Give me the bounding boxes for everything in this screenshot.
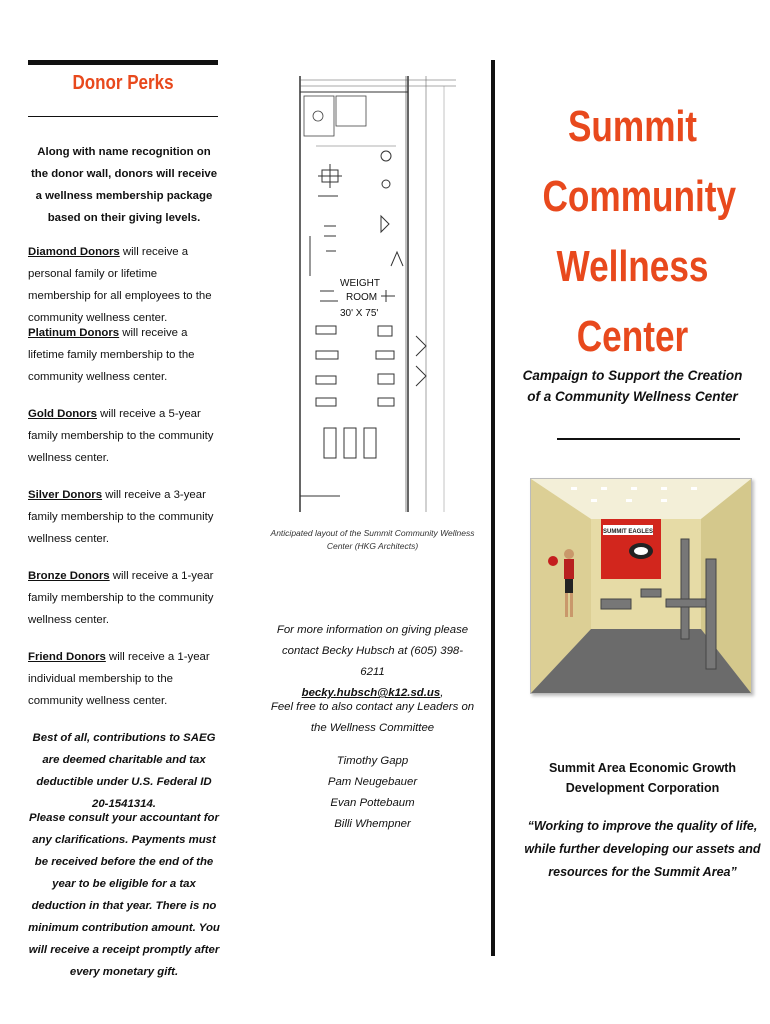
committee-member: Evan Pottebaum: [330, 797, 415, 809]
tier-platinum: [28, 322, 220, 388]
tier-name: Gold Donors: [28, 408, 97, 420]
campaign-subtitle: Campaign to Support the Creation of a Community Wellness Center: [522, 368, 743, 404]
committee-member: Pam Neugebauer: [327, 776, 418, 788]
email-punctuation: ,: [440, 687, 444, 699]
floor-plan-drawing: [296, 76, 456, 512]
tier-name: Friend Donors: [28, 651, 106, 663]
mission-quote: “Working to improve the quality of life, while further developing our assets and resources for the Summit Area”: [524, 819, 761, 879]
donor-perks-heading: Donor Perks: [72, 72, 174, 94]
organization-name: Summit Area Economic Growth Development Corporation: [548, 761, 737, 795]
tier-name: Diamond Donors: [28, 246, 120, 258]
tier-description: will receive a 3-year family membership to the community wellness center.: [28, 489, 214, 545]
committee-names: [270, 751, 475, 835]
title-line: Center: [576, 312, 689, 361]
tier-description: will receive a 5-year family membership to the community wellness center.: [28, 408, 214, 464]
contact-email-link[interactable]: becky.hubsch@k12.sd.us: [301, 687, 441, 699]
committee-member: Timothy Gapp: [336, 755, 409, 767]
tier-bronze: [28, 565, 220, 631]
heading-bar: [28, 60, 218, 65]
tier-name: Silver Donors: [28, 489, 103, 501]
title-line: Wellness: [556, 242, 709, 291]
plan-label-line: ROOM: [346, 292, 378, 303]
committee-intro: Feel free to also contact any Leaders on the Wellness Committee: [270, 701, 475, 734]
tier-diamond: [28, 241, 220, 329]
tier-gold: [28, 403, 220, 469]
tier-description: will receive a 1-year family membership to the community wellness center.: [28, 570, 214, 626]
tier-friend: [28, 646, 220, 712]
tier-name: Platinum Donors: [28, 327, 120, 339]
donor-intro-text: Along with name recognition on the donor wall, donors will receive a wellness membership package based on their giving levels.: [30, 146, 218, 224]
plan-label-line: WEIGHT: [340, 278, 380, 289]
brochure-title: [520, 92, 745, 372]
tier-name: Bronze Donors: [28, 570, 110, 582]
tier-description: will receive a personal family or lifetime membership for all employees to the community wellness center.: [28, 246, 212, 324]
column-divider: [491, 60, 495, 956]
gym-rendering-image: [530, 478, 752, 694]
tier-description: will receive a lifetime family membership to the community wellness center.: [28, 327, 195, 383]
wall-sign-text: SUMMIT EAGLES: [602, 529, 654, 535]
tax-deductible-note: Best of all, contributions to SAEG are deemed charitable and tax deductible under U.S. Federal ID 20-1541314.: [32, 732, 216, 810]
heading-rule: [28, 116, 218, 117]
subtitle-rule: [557, 438, 740, 440]
contact-info: [270, 620, 475, 704]
plan-label-line: 30' X 75': [340, 308, 379, 319]
title-line: Summit: [567, 102, 698, 151]
tier-description: will receive a 1-year individual membership to the community wellness center.: [28, 651, 210, 707]
floor-plan-caption: Anticipated layout of the Summit Community Wellness Center (HKG Architects): [270, 528, 475, 551]
committee-member: Billi Whempner: [334, 818, 411, 830]
committee-contacts: [270, 697, 475, 835]
title-line: Community: [542, 172, 737, 221]
tier-silver: [28, 484, 220, 550]
accountant-note: Please consult your accountant for any clarifications. Payments must be received before the end of the year to be eligible for a tax deduction in that year. There is no minimum contribution amount. You will receive a receipt promptly after every monetary gift.: [28, 812, 220, 978]
contact-intro: For more information on giving please contact Becky Hubsch at (605) 398-6211: [276, 624, 469, 678]
